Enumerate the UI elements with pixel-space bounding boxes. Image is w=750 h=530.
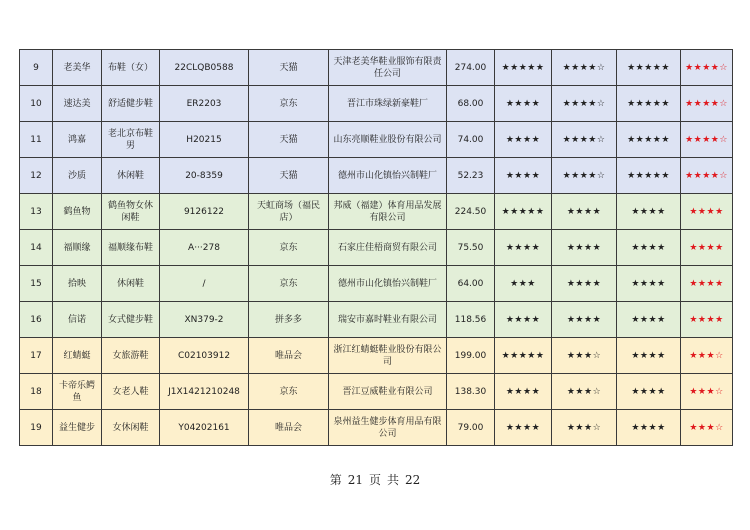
rating-3-cell: ★★★★ bbox=[617, 374, 681, 410]
rating-1-cell: ★★★★★ bbox=[495, 50, 552, 86]
price-cell: 52.23 bbox=[447, 158, 495, 194]
row-number-cell: 11 bbox=[20, 122, 53, 158]
product-name-cell: 女老人鞋 bbox=[102, 374, 160, 410]
brand-cell: 鹤鱼物 bbox=[53, 194, 102, 230]
table-row bbox=[20, 50, 733, 86]
brand-cell: 益生健步 bbox=[53, 410, 102, 446]
table-row bbox=[20, 338, 733, 374]
rating-1-cell: ★★★ bbox=[495, 266, 552, 302]
company-cell: 山东亮顺鞋业股份有限公司 bbox=[329, 122, 447, 158]
platform-cell: 京东 bbox=[249, 230, 329, 266]
platform-cell: 天猫 bbox=[249, 50, 329, 86]
model-cell: 9126122 bbox=[160, 194, 249, 230]
rating-2-cell: ★★★★☆ bbox=[552, 122, 617, 158]
company-cell: 泉州益生健步体育用品有限公司 bbox=[329, 410, 447, 446]
row-number-cell: 10 bbox=[20, 86, 53, 122]
rating-final-cell: ★★★★☆ bbox=[681, 50, 733, 86]
table-body bbox=[20, 50, 733, 446]
row-number-cell: 14 bbox=[20, 230, 53, 266]
rating-1-cell: ★★★★ bbox=[495, 302, 552, 338]
platform-cell: 天猫 bbox=[249, 158, 329, 194]
brand-cell: 福顺缘 bbox=[53, 230, 102, 266]
price-cell: 224.50 bbox=[447, 194, 495, 230]
platform-cell: 拼多多 bbox=[249, 302, 329, 338]
model-cell: XN379-2 bbox=[160, 302, 249, 338]
rating-3-cell: ★★★★ bbox=[617, 194, 681, 230]
price-cell: 274.00 bbox=[447, 50, 495, 86]
rating-2-cell: ★★★★☆ bbox=[552, 158, 617, 194]
rating-2-cell: ★★★☆ bbox=[552, 410, 617, 446]
company-cell: 浙江红蜻蜓鞋业股份有限公司 bbox=[329, 338, 447, 374]
table-row bbox=[20, 374, 733, 410]
rating-3-cell: ★★★★ bbox=[617, 230, 681, 266]
product-name-cell: 休闲鞋 bbox=[102, 266, 160, 302]
price-cell: 75.50 bbox=[447, 230, 495, 266]
table-row bbox=[20, 302, 733, 338]
rating-final-cell: ★★★☆ bbox=[681, 374, 733, 410]
rating-2-cell: ★★★★ bbox=[552, 194, 617, 230]
rating-1-cell: ★★★★ bbox=[495, 374, 552, 410]
rating-2-cell: ★★★★ bbox=[552, 302, 617, 338]
model-cell: H20215 bbox=[160, 122, 249, 158]
product-name-cell: 女休闲鞋 bbox=[102, 410, 160, 446]
table-row bbox=[20, 194, 733, 230]
rating-3-cell: ★★★★★ bbox=[617, 50, 681, 86]
rating-final-cell: ★★★★ bbox=[681, 194, 733, 230]
rating-final-cell: ★★★☆ bbox=[681, 338, 733, 374]
company-cell: 邦威（福建）体育用品发展有限公司 bbox=[329, 194, 447, 230]
rating-2-cell: ★★★★ bbox=[552, 266, 617, 302]
rating-2-cell: ★★★★☆ bbox=[552, 86, 617, 122]
company-cell: 石家庄佳梧商贸有限公司 bbox=[329, 230, 447, 266]
footer-prefix: 第 bbox=[329, 473, 342, 487]
platform-cell: 京东 bbox=[249, 374, 329, 410]
rating-2-cell: ★★★★ bbox=[552, 230, 617, 266]
rating-1-cell: ★★★★★ bbox=[495, 194, 552, 230]
rating-final-cell: ★★★☆ bbox=[681, 410, 733, 446]
price-cell: 64.00 bbox=[447, 266, 495, 302]
row-number-cell: 13 bbox=[20, 194, 53, 230]
rating-2-cell: ★★★☆ bbox=[552, 374, 617, 410]
rating-final-cell: ★★★★☆ bbox=[681, 158, 733, 194]
rating-3-cell: ★★★★ bbox=[617, 302, 681, 338]
table-row bbox=[20, 230, 733, 266]
rating-1-cell: ★★★★ bbox=[495, 158, 552, 194]
model-cell: Y04202161 bbox=[160, 410, 249, 446]
company-cell: 天津老美华鞋业服饰有限责任公司 bbox=[329, 50, 447, 86]
platform-cell: 京东 bbox=[249, 266, 329, 302]
rating-1-cell: ★★★★ bbox=[495, 410, 552, 446]
rating-3-cell: ★★★★ bbox=[617, 338, 681, 374]
price-cell: 74.00 bbox=[447, 122, 495, 158]
platform-cell: 唯品会 bbox=[249, 338, 329, 374]
model-cell: 22CLQB0588 bbox=[160, 50, 249, 86]
product-name-cell: 休闲鞋 bbox=[102, 158, 160, 194]
rating-3-cell: ★★★★★ bbox=[617, 158, 681, 194]
company-cell: 晋江市珠绿新豪鞋厂 bbox=[329, 86, 447, 122]
table-row bbox=[20, 158, 733, 194]
product-name-cell: 福顺缘布鞋 bbox=[102, 230, 160, 266]
rating-2-cell: ★★★☆ bbox=[552, 338, 617, 374]
rating-3-cell: ★★★★ bbox=[617, 266, 681, 302]
price-cell: 68.00 bbox=[447, 86, 495, 122]
company-cell: 瑞安市嘉时鞋业有限公司 bbox=[329, 302, 447, 338]
price-cell: 118.56 bbox=[447, 302, 495, 338]
rating-final-cell: ★★★★ bbox=[681, 230, 733, 266]
rating-3-cell: ★★★★★ bbox=[617, 122, 681, 158]
model-cell: 20-8359 bbox=[160, 158, 249, 194]
product-name-cell: 女式健步鞋 bbox=[102, 302, 160, 338]
row-number-cell: 15 bbox=[20, 266, 53, 302]
row-number-cell: 18 bbox=[20, 374, 53, 410]
rating-final-cell: ★★★★ bbox=[681, 266, 733, 302]
company-cell: 德州市山化镇怡兴制鞋厂 bbox=[329, 266, 447, 302]
product-name-cell: 鹤鱼物女休闲鞋 bbox=[102, 194, 160, 230]
row-number-cell: 16 bbox=[20, 302, 53, 338]
brand-cell: 老美华 bbox=[53, 50, 102, 86]
rating-final-cell: ★★★★☆ bbox=[681, 122, 733, 158]
platform-cell: 京东 bbox=[249, 86, 329, 122]
model-cell: C02103912 bbox=[160, 338, 249, 374]
product-name-cell: 女旅游鞋 bbox=[102, 338, 160, 374]
table-row bbox=[20, 410, 733, 446]
company-cell: 晋江豆威鞋业有限公司 bbox=[329, 374, 447, 410]
model-cell: / bbox=[160, 266, 249, 302]
brand-cell: 卡帝乐鳄鱼 bbox=[53, 374, 102, 410]
brand-cell: 速达美 bbox=[53, 86, 102, 122]
rating-3-cell: ★★★★★ bbox=[617, 86, 681, 122]
product-name-cell: 布鞋（女） bbox=[102, 50, 160, 86]
price-cell: 138.30 bbox=[447, 374, 495, 410]
rating-3-cell: ★★★★ bbox=[617, 410, 681, 446]
table-row bbox=[20, 122, 733, 158]
table-row bbox=[20, 86, 733, 122]
brand-cell: 鸿嘉 bbox=[53, 122, 102, 158]
footer-total-pages: 22 bbox=[405, 473, 421, 487]
footer-page-number: 21 bbox=[347, 473, 363, 487]
row-number-cell: 19 bbox=[20, 410, 53, 446]
footer-page-word: 页 bbox=[368, 473, 381, 487]
model-cell: A···278 bbox=[160, 230, 249, 266]
rating-1-cell: ★★★★ bbox=[495, 230, 552, 266]
rating-2-cell: ★★★★☆ bbox=[552, 50, 617, 86]
brand-cell: 红蜻蜓 bbox=[53, 338, 102, 374]
rating-final-cell: ★★★★ bbox=[681, 302, 733, 338]
model-cell: ER2203 bbox=[160, 86, 249, 122]
platform-cell: 天虹商场（福民店） bbox=[249, 194, 329, 230]
rating-1-cell: ★★★★ bbox=[495, 86, 552, 122]
price-cell: 199.00 bbox=[447, 338, 495, 374]
product-name-cell: 老北京布鞋男 bbox=[102, 122, 160, 158]
page-footer bbox=[0, 471, 750, 488]
table-row bbox=[20, 266, 733, 302]
price-cell: 79.00 bbox=[447, 410, 495, 446]
rating-1-cell: ★★★★ bbox=[495, 122, 552, 158]
rating-final-cell: ★★★★☆ bbox=[681, 86, 733, 122]
row-number-cell: 17 bbox=[20, 338, 53, 374]
brand-cell: 拾映 bbox=[53, 266, 102, 302]
platform-cell: 天猫 bbox=[249, 122, 329, 158]
company-cell: 德州市山化镇怡兴制鞋厂 bbox=[329, 158, 447, 194]
platform-cell: 唯品会 bbox=[249, 410, 329, 446]
rating-1-cell: ★★★★★ bbox=[495, 338, 552, 374]
row-number-cell: 9 bbox=[20, 50, 53, 86]
row-number-cell: 12 bbox=[20, 158, 53, 194]
product-rating-table bbox=[19, 49, 733, 446]
brand-cell: 信诺 bbox=[53, 302, 102, 338]
model-cell: J1X1421210248 bbox=[160, 374, 249, 410]
product-name-cell: 舒适健步鞋 bbox=[102, 86, 160, 122]
brand-cell: 沙质 bbox=[53, 158, 102, 194]
footer-total-label: 共 bbox=[387, 473, 400, 487]
